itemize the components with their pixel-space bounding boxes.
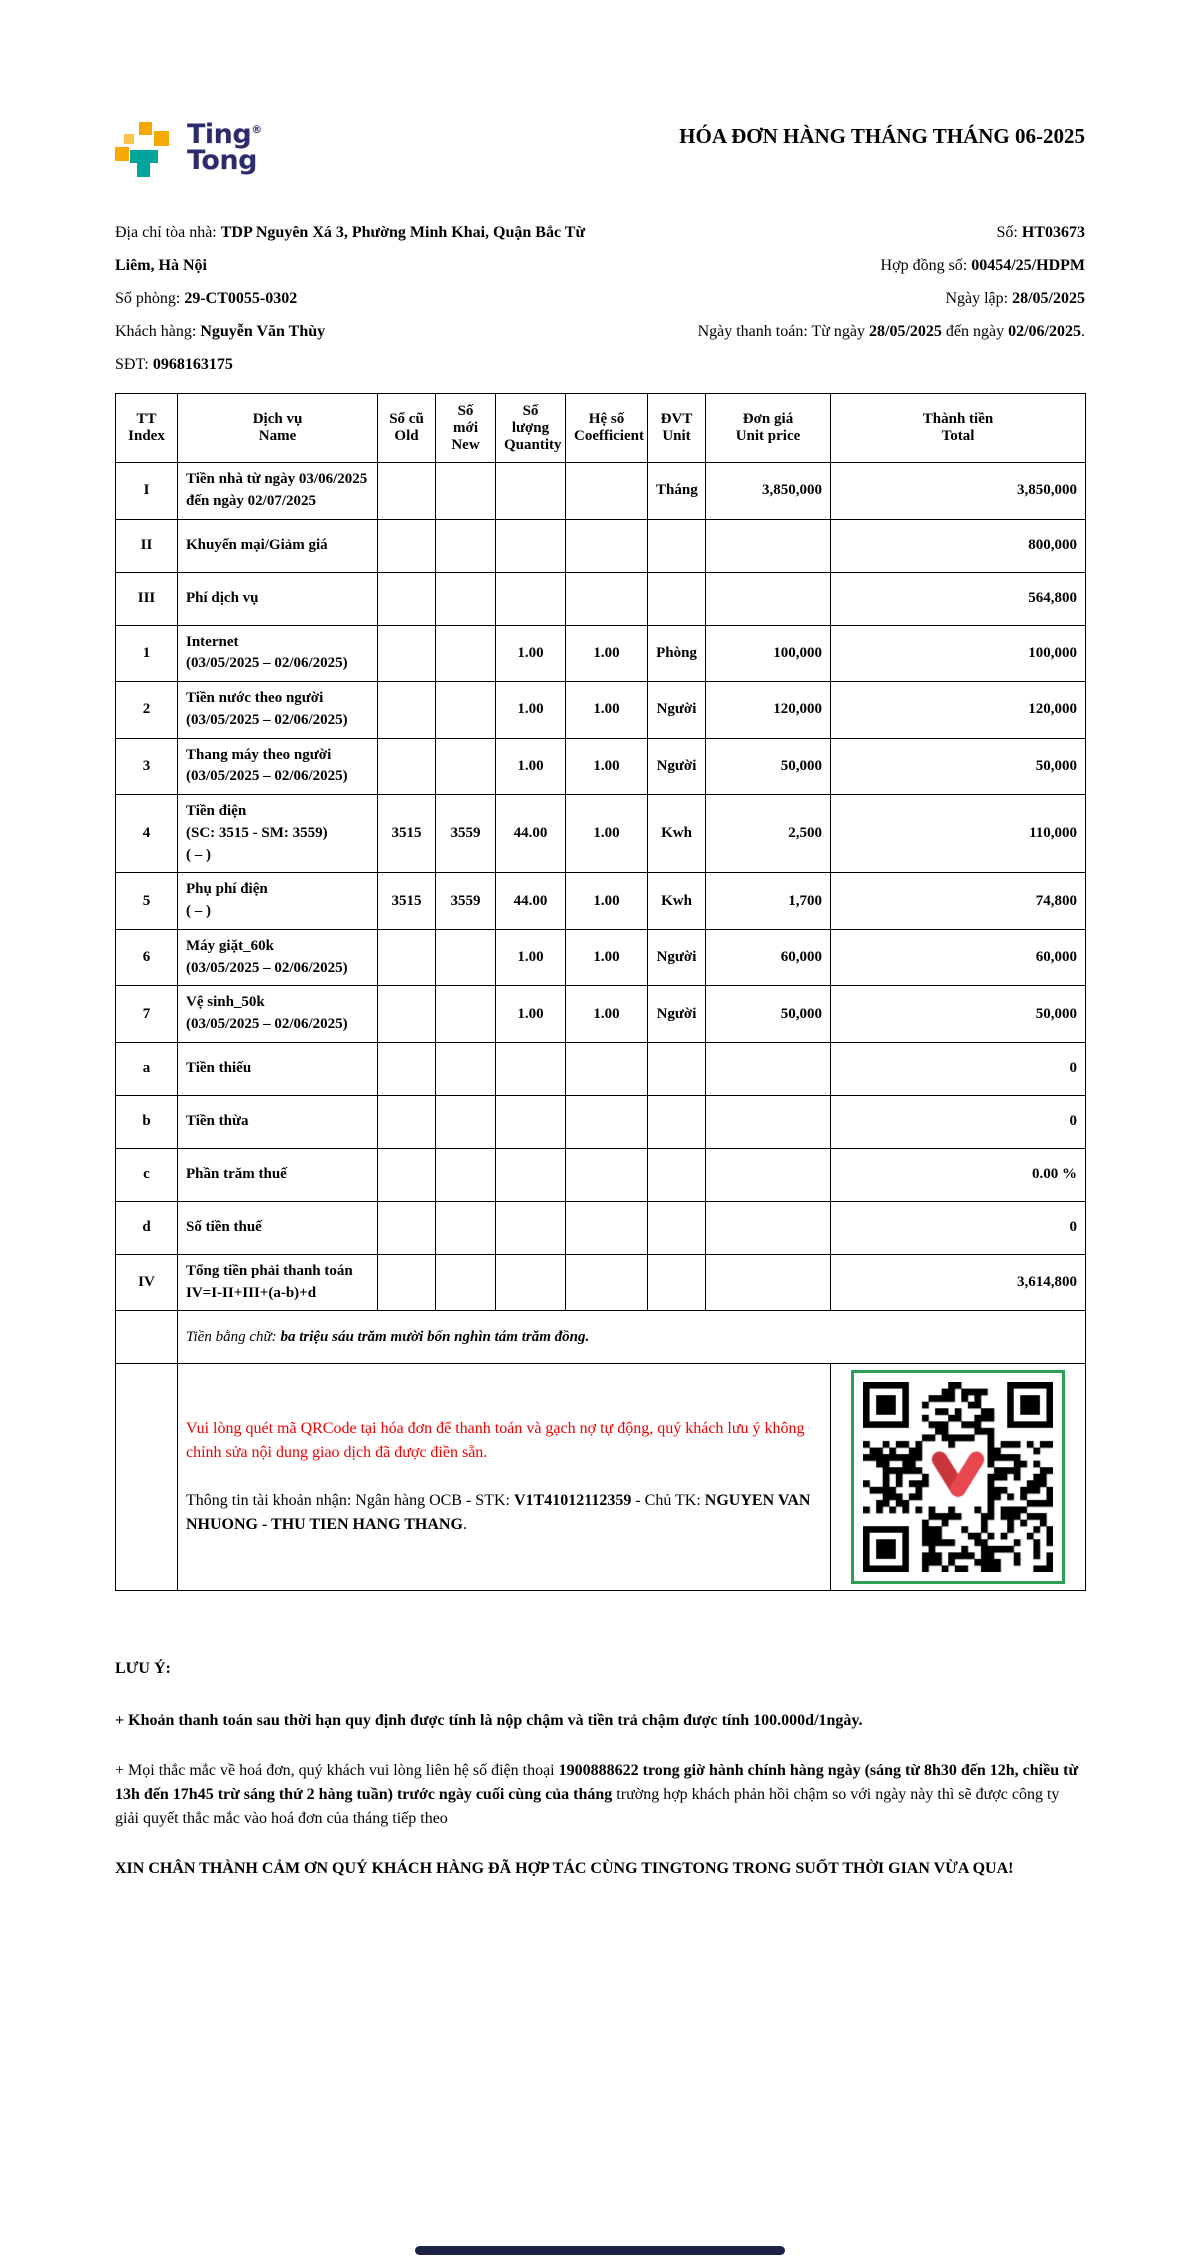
cell-new bbox=[436, 1148, 496, 1201]
cell-name: Phí dịch vụ bbox=[178, 572, 378, 625]
logo-line2: Tong bbox=[187, 144, 257, 176]
table-row bbox=[116, 1148, 1086, 1201]
cell-unit: Người bbox=[648, 738, 706, 795]
cell-new: 3559 bbox=[436, 795, 496, 873]
cell-unit: Kwh bbox=[648, 873, 706, 930]
table-row bbox=[116, 1254, 1086, 1311]
cell-total: 800,000 bbox=[831, 519, 1086, 572]
cell-coef: 1.00 bbox=[566, 738, 648, 795]
cell-coef: 1.00 bbox=[566, 682, 648, 739]
cell-old bbox=[378, 986, 436, 1043]
cell-coef: 1.00 bbox=[566, 986, 648, 1043]
cell-total: 60,000 bbox=[831, 929, 1086, 986]
table-row bbox=[116, 986, 1086, 1043]
cell-tt: 5 bbox=[116, 873, 178, 930]
cell-unit bbox=[648, 1254, 706, 1311]
cell-tt: 7 bbox=[116, 986, 178, 1043]
tingtong-logo bbox=[115, 119, 262, 178]
qr-row bbox=[116, 1364, 1086, 1591]
cell-qty: 44.00 bbox=[496, 795, 566, 873]
cell-empty bbox=[116, 1364, 178, 1591]
header-new: Số mới New bbox=[436, 394, 496, 463]
cell-tt: 3 bbox=[116, 738, 178, 795]
cell-new bbox=[436, 738, 496, 795]
cell-coef bbox=[566, 572, 648, 625]
cell-old bbox=[378, 1095, 436, 1148]
cell-price bbox=[706, 1201, 831, 1254]
cell-tt: b bbox=[116, 1095, 178, 1148]
cell-total: 74,800 bbox=[831, 873, 1086, 930]
address-value: TDP Nguyên Xá 3, Phường Minh Khai, Quận Bắc Từ Liêm, Hà Nội bbox=[115, 224, 586, 274]
hotline-number: 1900888622 trong giờ hành chính hàng ngày (sáng từ 8h30 đến 12h, chiều từ 13h đến 17h45 trừ sáng thứ 2 hàng tuần) bbox=[115, 1762, 1079, 1804]
header-old: Số cũ Old bbox=[378, 394, 436, 463]
table-row bbox=[116, 682, 1086, 739]
gesture-bar bbox=[415, 2246, 785, 2255]
table-row bbox=[116, 519, 1086, 572]
issue-date-label: Ngày lập: bbox=[945, 290, 1013, 307]
cell-total: 50,000 bbox=[831, 738, 1086, 795]
cell-new bbox=[436, 1095, 496, 1148]
cell-total: 0 bbox=[831, 1201, 1086, 1254]
cell-coef bbox=[566, 1042, 648, 1095]
payment-end: . bbox=[1081, 323, 1085, 340]
table-row bbox=[116, 1042, 1086, 1095]
phone-label: SĐT: bbox=[115, 356, 153, 373]
cell-coef bbox=[566, 1254, 648, 1311]
header-unit: ĐVT Unit bbox=[648, 394, 706, 463]
payment-instructions bbox=[178, 1364, 831, 1591]
cell-old bbox=[378, 1042, 436, 1095]
cell-total: 0.00 % bbox=[831, 1148, 1086, 1201]
cell-price bbox=[706, 572, 831, 625]
cell-unit bbox=[648, 1042, 706, 1095]
cell-old bbox=[378, 1254, 436, 1311]
bank-account-info: Thông tin tài khoản nhận: Ngân hàng OCB - STK: V1T41012112359 - Chủ TK: NGUYEN VAN NHUONG - THU TIEN HANG THANG. bbox=[186, 1492, 811, 1534]
cell-qty bbox=[496, 463, 566, 520]
header-coefficient: Hệ số Coefficient bbox=[566, 394, 648, 463]
cell-total: 3,614,800 bbox=[831, 1254, 1086, 1311]
cell-unit bbox=[648, 1095, 706, 1148]
table-row bbox=[116, 572, 1086, 625]
cell-unit: Tháng bbox=[648, 463, 706, 520]
cell-old bbox=[378, 625, 436, 682]
cell-name: Tiền điện (SC: 3515 - SM: 3559) ( – ) bbox=[178, 795, 378, 873]
cell-tt: III bbox=[116, 572, 178, 625]
tingtong-logo-icon bbox=[115, 122, 173, 178]
cell-coef: 1.00 bbox=[566, 625, 648, 682]
cell-coef bbox=[566, 463, 648, 520]
cell-tt: 4 bbox=[116, 795, 178, 873]
cell-qty: 1.00 bbox=[496, 986, 566, 1043]
cell-total: 110,000 bbox=[831, 795, 1086, 873]
payment-from-value: 28/05/2025 bbox=[869, 323, 942, 340]
cell-old bbox=[378, 463, 436, 520]
cell-tt: a bbox=[116, 1042, 178, 1095]
cell-new bbox=[436, 1201, 496, 1254]
cell-name: Khuyến mại/Giảm giá bbox=[178, 519, 378, 572]
cell-name: Tiền thừa bbox=[178, 1095, 378, 1148]
cell-new bbox=[436, 463, 496, 520]
customer-label: Khách hàng: bbox=[115, 323, 201, 340]
cell-price: 3,850,000 bbox=[706, 463, 831, 520]
room-value: 29-CT0055-0302 bbox=[184, 290, 298, 307]
cell-new bbox=[436, 625, 496, 682]
cell-old bbox=[378, 929, 436, 986]
notes-heading: LƯU Ý: bbox=[115, 1660, 171, 1678]
cell-total: 120,000 bbox=[831, 682, 1086, 739]
cell-new: 3559 bbox=[436, 873, 496, 930]
cell-price bbox=[706, 1254, 831, 1311]
cell-tt: I bbox=[116, 463, 178, 520]
cell-tt: 1 bbox=[116, 625, 178, 682]
cell-name: Tiền nhà từ ngày 03/06/2025 đến ngày 02/07/2025 bbox=[178, 463, 378, 520]
cell-tt: IV bbox=[116, 1254, 178, 1311]
cell-new bbox=[436, 1254, 496, 1311]
cell-old: 3515 bbox=[378, 873, 436, 930]
cell-old bbox=[378, 738, 436, 795]
cell-name: Internet (03/05/2025 – 02/06/2025) bbox=[178, 625, 378, 682]
qr-frame bbox=[851, 1370, 1065, 1584]
cell-unit: Người bbox=[648, 929, 706, 986]
cell-name: Phần trăm thuế bbox=[178, 1148, 378, 1201]
cell-price: 120,000 bbox=[706, 682, 831, 739]
phone-value: 0968163175 bbox=[152, 356, 233, 373]
contract-label: Hợp đồng số: bbox=[880, 257, 972, 274]
cell-qty bbox=[496, 1042, 566, 1095]
cell-price bbox=[706, 1148, 831, 1201]
cell-unit: Kwh bbox=[648, 795, 706, 873]
cell-name: Phụ phí điện ( – ) bbox=[178, 873, 378, 930]
tingtong-logo-text bbox=[187, 119, 262, 176]
note-late-payment: + Khoản thanh toán sau thời hạn quy định được tính là nộp chậm và tiền trả chậm được tính 100.000d/1ngày. bbox=[115, 1712, 863, 1730]
cell-tt: d bbox=[116, 1201, 178, 1254]
cell-new bbox=[436, 986, 496, 1043]
thank-you-message: XIN CHÂN THÀNH CẢM ƠN QUÝ KHÁCH HÀNG ĐÃ HỢP TÁC CÙNG TINGTONG TRONG SUỐT THỜI GIAN VỪA QUA! bbox=[115, 1860, 1014, 1878]
amount-in-words-row bbox=[116, 1311, 1086, 1364]
cell-qty bbox=[496, 1095, 566, 1148]
cell-coef bbox=[566, 1095, 648, 1148]
cell-unit: Người bbox=[648, 986, 706, 1043]
cell-unit bbox=[648, 1148, 706, 1201]
page-title: HÓA ĐƠN HÀNG THÁNG THÁNG 06-2025 bbox=[679, 124, 1085, 148]
cell-total: 0 bbox=[831, 1095, 1086, 1148]
cell-qty bbox=[496, 519, 566, 572]
cell-new bbox=[436, 572, 496, 625]
cell-unit bbox=[648, 572, 706, 625]
payment-to-value: 02/06/2025 bbox=[1008, 323, 1081, 340]
cell-price: 100,000 bbox=[706, 625, 831, 682]
cell-coef: 1.00 bbox=[566, 873, 648, 930]
cell-name: Máy giặt_60k (03/05/2025 – 02/06/2025) bbox=[178, 929, 378, 986]
header-total: Thành tiền Total bbox=[831, 394, 1086, 463]
table-row bbox=[116, 1201, 1086, 1254]
cell-total: 50,000 bbox=[831, 986, 1086, 1043]
qr-cell bbox=[831, 1364, 1086, 1591]
cell-name: Tiền nước theo người (03/05/2025 – 02/06/2025) bbox=[178, 682, 378, 739]
cell-price bbox=[706, 1042, 831, 1095]
cell-old: 3515 bbox=[378, 795, 436, 873]
cell-tt: 6 bbox=[116, 929, 178, 986]
table-row bbox=[116, 463, 1086, 520]
cell-coef: 1.00 bbox=[566, 795, 648, 873]
amount-in-words: Tiền bằng chữ: ba triệu sáu trăm mười bốn nghìn tám trăm đồng. bbox=[178, 1311, 1086, 1364]
cell-name: Thang máy theo người (03/05/2025 – 02/06/2025) bbox=[178, 738, 378, 795]
header-name: Dịch vụ Name bbox=[178, 394, 378, 463]
logo-line1: Ting bbox=[187, 119, 252, 150]
cell-name: Tiền thiếu bbox=[178, 1042, 378, 1095]
cell-total: 564,800 bbox=[831, 572, 1086, 625]
invoice-table bbox=[115, 393, 1086, 1591]
cell-qty: 1.00 bbox=[496, 738, 566, 795]
cell-new bbox=[436, 1042, 496, 1095]
cell-coef bbox=[566, 1148, 648, 1201]
payment-date-label: Ngày thanh toán: Từ ngày bbox=[697, 323, 870, 340]
header-quantity: Số lượng Quantity bbox=[496, 394, 566, 463]
cell-new bbox=[436, 929, 496, 986]
cell-price bbox=[706, 519, 831, 572]
cell-qty: 1.00 bbox=[496, 682, 566, 739]
header bbox=[115, 0, 1085, 178]
cell-tt: 2 bbox=[116, 682, 178, 739]
cell-new bbox=[436, 682, 496, 739]
cell-old bbox=[378, 682, 436, 739]
table-row bbox=[116, 795, 1086, 873]
cell-qty: 1.00 bbox=[496, 929, 566, 986]
cell-qty: 44.00 bbox=[496, 873, 566, 930]
cell-name: Tổng tiền phải thanh toán IV=I-II+III+(a-b)+d bbox=[178, 1254, 378, 1311]
payment-mid: đến ngày bbox=[941, 323, 1009, 340]
issue-date-value: 28/05/2025 bbox=[1012, 290, 1085, 307]
invoice-table-body bbox=[116, 463, 1086, 1311]
cell-price: 50,000 bbox=[706, 738, 831, 795]
cell-old bbox=[378, 1201, 436, 1254]
cell-total: 3,850,000 bbox=[831, 463, 1086, 520]
room-label: Số phòng: bbox=[115, 290, 185, 307]
account-number: V1T41012112359 bbox=[513, 1492, 632, 1510]
cell-qty bbox=[496, 1148, 566, 1201]
header-index: TT Index bbox=[116, 394, 178, 463]
cell-price: 2,500 bbox=[706, 795, 831, 873]
table-row bbox=[116, 873, 1086, 930]
cell-tt: II bbox=[116, 519, 178, 572]
cell-unit: Người bbox=[648, 682, 706, 739]
cell-price: 60,000 bbox=[706, 929, 831, 986]
cell-old bbox=[378, 572, 436, 625]
cell-price bbox=[706, 1095, 831, 1148]
cell-old bbox=[378, 1148, 436, 1201]
cell-qty bbox=[496, 1201, 566, 1254]
cell-unit bbox=[648, 1201, 706, 1254]
invoice-info-right bbox=[595, 216, 1085, 381]
qr-red-note: Vui lòng quét mã QRCode tại hóa đơn để thanh toán và gạch nợ tự động, quý khách lưu ý không chỉnh sửa nội dung giao dịch đã được điền sẵn. bbox=[186, 1420, 805, 1462]
cell-new bbox=[436, 519, 496, 572]
invoice-table-header bbox=[116, 394, 1086, 463]
invoice-info bbox=[115, 216, 1085, 381]
table-row bbox=[116, 625, 1086, 682]
contract-value: 00454/25/HDPM bbox=[971, 257, 1085, 274]
cell-tt: c bbox=[116, 1148, 178, 1201]
note-hotline: + Mọi thắc mắc về hoá đơn, quý khách vui lòng liên hệ số điện thoại 1900888622 trong giờ hành chính hàng ngày (sáng từ 8h30 đến 12h, chiều từ 13h đến 17h45 trừ sáng thứ 2 hàng tuần) trước ngày cuối cùng của tháng trường hợp khách phản hồi chậm so với ngày này thì sẽ được công ty giải quyết thắc mắc vào hoá đơn của tháng tiếp theo bbox=[115, 1762, 1079, 1828]
cell-name: Vệ sinh_50k (03/05/2025 – 02/06/2025) bbox=[178, 986, 378, 1043]
table-row bbox=[116, 929, 1086, 986]
cell-name: Số tiền thuế bbox=[178, 1201, 378, 1254]
cell-price: 50,000 bbox=[706, 986, 831, 1043]
cell-coef bbox=[566, 1201, 648, 1254]
address-label: Địa chỉ tòa nhà: bbox=[115, 224, 221, 241]
registered-mark: ® bbox=[251, 123, 262, 136]
account-holder: NGUYEN VAN NHUONG - THU TIEN HANG THANG bbox=[186, 1492, 811, 1534]
cell-qty bbox=[496, 572, 566, 625]
cell-total: 0 bbox=[831, 1042, 1086, 1095]
cell-qty bbox=[496, 1254, 566, 1311]
cell-old bbox=[378, 519, 436, 572]
invoice-info-left bbox=[115, 216, 595, 381]
cell-coef bbox=[566, 519, 648, 572]
table-row bbox=[116, 738, 1086, 795]
cell-empty bbox=[116, 1311, 178, 1364]
cell-qty: 1.00 bbox=[496, 625, 566, 682]
cell-price: 1,700 bbox=[706, 873, 831, 930]
footer-notes bbox=[115, 1657, 1085, 1881]
customer-value: Nguyễn Văn Thùy bbox=[200, 323, 326, 340]
cell-total: 100,000 bbox=[831, 625, 1086, 682]
invoice-no-value: HT03673 bbox=[1021, 224, 1085, 241]
cell-unit: Phòng bbox=[648, 625, 706, 682]
cell-coef: 1.00 bbox=[566, 929, 648, 986]
qr-code bbox=[863, 1382, 1053, 1572]
invoice-no-label: Số: bbox=[996, 224, 1022, 241]
header-unit-price: Đơn giá Unit price bbox=[706, 394, 831, 463]
table-row bbox=[116, 1095, 1086, 1148]
invoice-table-footer bbox=[116, 1311, 1086, 1591]
cell-unit bbox=[648, 519, 706, 572]
